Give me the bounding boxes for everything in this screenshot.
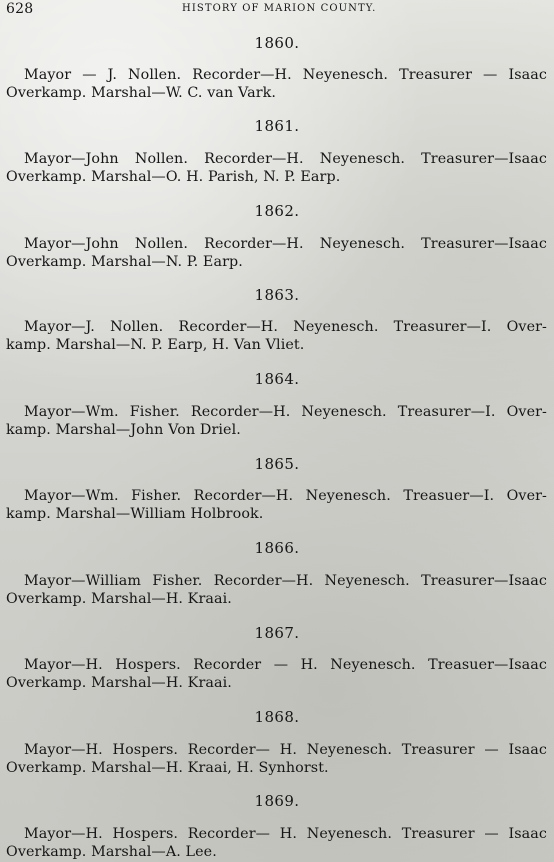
page-header xyxy=(0,0,554,18)
officers-1865-line-1: Mayor—Wm. Fisher. Recorder—H. Neyenesch. Treasuer—I. Over- xyxy=(24,488,547,504)
officers-1862-line-2: Overkamp. Marshal—N. P. Earp. xyxy=(6,254,243,270)
year-heading-1864: 1864. xyxy=(254,370,300,388)
officers-1860-line-1: Mayor — J. Nollen. Recorder—H. Neyenesch. Treasurer — Isaac xyxy=(24,67,547,83)
year-heading-1861: 1861. xyxy=(254,117,300,135)
year-heading-1867: 1867. xyxy=(254,624,300,642)
officers-1862-line-1: Mayor—John Nollen. Recorder—H. Neyenesch. Treasurer—Isaac xyxy=(24,236,547,252)
officers-1869-line-1: Mayor—H. Hospers. Recorder— H. Neyenesch. Treasurer — Isaac xyxy=(24,826,547,842)
officers-1860-line-2: Overkamp. Marshal—W. C. van Vark. xyxy=(6,85,277,101)
officers-1869-line-2: Overkamp. Marshal—A. Lee. xyxy=(6,844,217,860)
year-heading-1869: 1869. xyxy=(254,792,300,810)
officers-1868-line-1: Mayor—H. Hospers. Recorder— H. Neyenesch. Treasurer — Isaac xyxy=(24,742,547,758)
officers-1867-line-1: Mayor—H. Hospers. Recorder — H. Neyenesch. Treasuer—Isaac xyxy=(24,657,547,673)
officers-1863-line-1: Mayor—J. Nollen. Recorder—H. Neyenesch. Treasurer—I. Over- xyxy=(24,319,547,335)
year-heading-1865: 1865. xyxy=(254,455,300,473)
officers-1865-line-2: kamp. Marshal—William Holbrook. xyxy=(6,506,264,522)
officers-1868-line-2: Overkamp. Marshal—H. Kraai, H. Synhorst. xyxy=(6,760,329,776)
officers-1866-line-2: Overkamp. Marshal—H. Kraai. xyxy=(6,591,232,607)
officers-1861-line-1: Mayor—John Nollen. Recorder—H. Neyenesch. Treasurer—Isaac xyxy=(24,151,547,167)
year-heading-1868: 1868. xyxy=(254,708,300,726)
officers-1861-line-2: Overkamp. Marshal—O. H. Parish, N. P. Earp. xyxy=(6,169,341,185)
year-heading-1862: 1862. xyxy=(254,202,300,220)
year-heading-1863: 1863. xyxy=(254,286,300,304)
officers-1867-line-2: Overkamp. Marshal—H. Kraai. xyxy=(6,675,232,691)
officers-1864-line-2: kamp. Marshal—John Von Driel. xyxy=(6,422,241,438)
running-title: HISTORY OF MARION COUNTY. xyxy=(182,3,377,14)
year-heading-1866: 1866. xyxy=(254,539,300,557)
officers-1863-line-2: kamp. Marshal—N. P. Earp, H. Van Vliet. xyxy=(6,337,305,353)
year-heading-1860: 1860. xyxy=(254,34,300,52)
officers-1864-line-1: Mayor—Wm. Fisher. Recorder—H. Neyenesch. Treasurer—I. Over- xyxy=(24,404,547,420)
officers-1866-line-1: Mayor—William Fisher. Recorder—H. Neyenesch. Treasurer—Isaac xyxy=(24,573,547,589)
page-number: 628 xyxy=(6,1,34,17)
